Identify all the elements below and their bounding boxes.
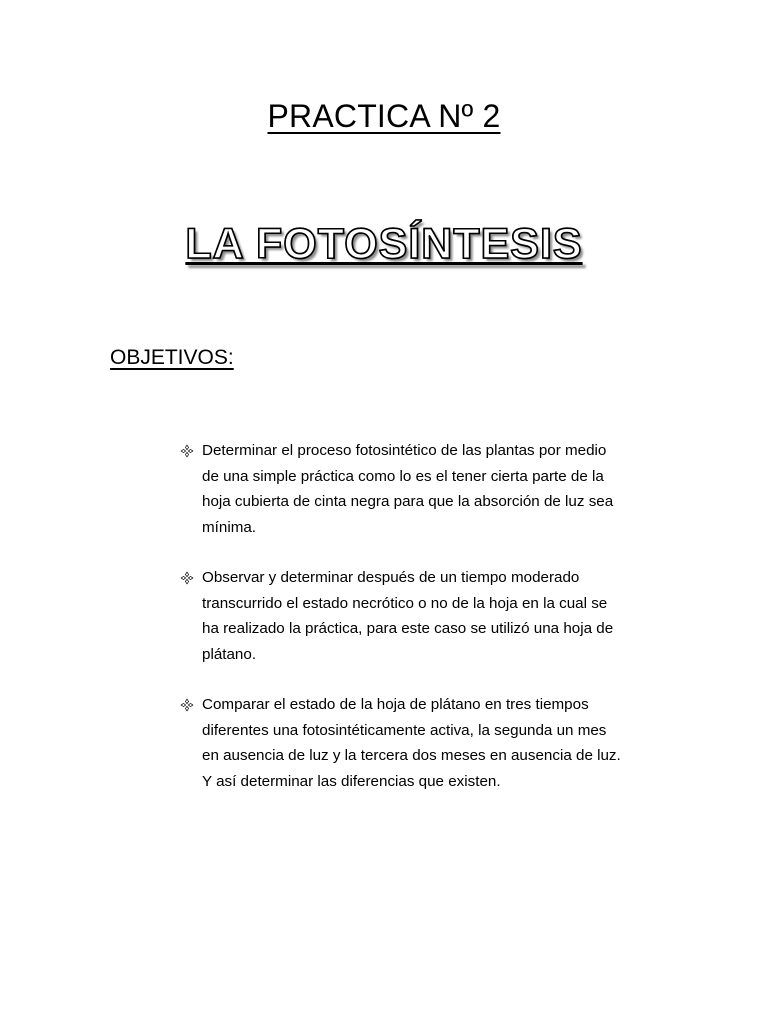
objective-line: Y así determinar las diferencias que existen. xyxy=(202,772,501,790)
four-diamond-bullet-icon xyxy=(180,571,194,585)
four-diamond-bullet-icon xyxy=(180,698,194,712)
objective-line: Observar y determinar después de un tiempo moderado xyxy=(202,569,580,586)
objective-line: hoja cubierta de cinta negra para que la absorción de luz sea xyxy=(202,493,614,510)
objective-item xyxy=(180,692,660,794)
objective-line: plátano. xyxy=(202,645,257,663)
objective-item xyxy=(180,565,660,667)
objectives-heading: OBJETIVOS: xyxy=(110,346,234,369)
practice-title: PRACTICA Nº 2 xyxy=(267,98,501,134)
objective-line: de una simple práctica como lo es el tener cierta parte de la xyxy=(202,467,604,485)
objective-line: en ausencia de luz y la tercera dos meses en ausencia de luz. xyxy=(202,747,621,764)
objective-line: Comparar el estado de la hoja de plátano en tres tiempos xyxy=(202,696,589,713)
objective-line: mínima. xyxy=(202,518,257,536)
objective-line: transcurrido el estado necrótico o no de la hoja en la cual se xyxy=(202,594,608,612)
objective-line: diferentes una fotosintéticamente activa, la segunda un mes xyxy=(202,721,607,739)
four-diamond-bullet-icon xyxy=(180,444,194,458)
objective-item xyxy=(180,438,660,540)
objective-line: ha realizado la práctica, para este caso se utilizó una hoja de xyxy=(202,620,614,637)
objective-line: Determinar el proceso fotosintético de las plantas por medio xyxy=(202,442,607,459)
objectives-list xyxy=(180,438,660,819)
main-title: LA FOTOSÍNTESIS xyxy=(185,220,583,268)
